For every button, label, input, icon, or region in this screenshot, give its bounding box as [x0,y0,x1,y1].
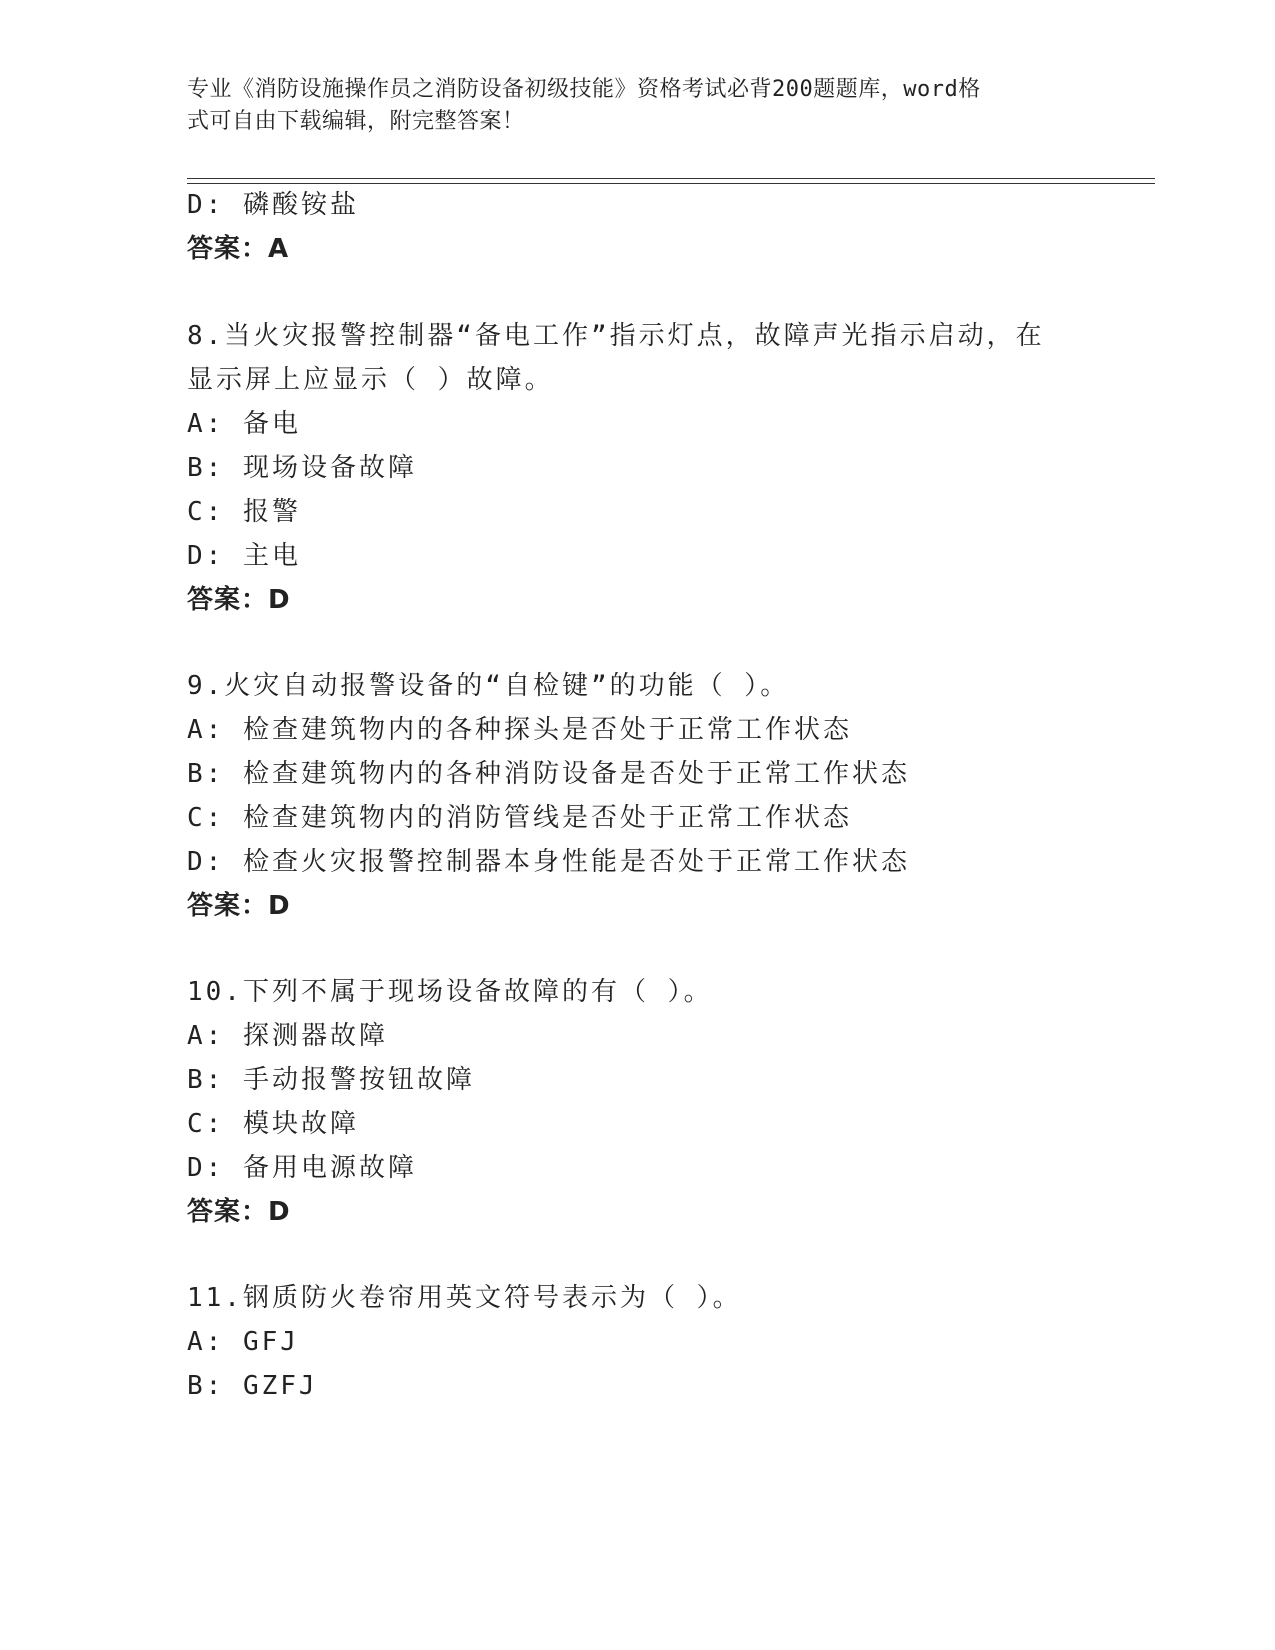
q8-option-b: B: 现场设备故障 [187,453,417,483]
q10-option-a: A: 探测器故障 [187,1021,388,1051]
q9-stem: 9.火灾自动报警设备的“自检键”的功能（ ）。 [187,671,790,701]
q9-option-a: A: 检查建筑物内的各种探头是否处于正常工作状态 [187,715,852,745]
q11-stem: 11.钢质防火卷帘用英文符号表示为（ ）。 [187,1283,742,1313]
q9-option-b: B: 检查建筑物内的各种消防设备是否处于正常工作状态 [187,759,910,789]
prev-option-d: D: 磷酸铵盐 [187,190,359,220]
q8-stem-line-2: 显示屏上应显示（ ）故障。 [187,365,554,395]
header-line-1: 专业《消防设施操作员之消防设备初级技能》资格考试必背200题题库，word格 [187,77,981,102]
q10-answer: 答案：D [187,1197,291,1227]
q11-option-b: B: GZFJ [187,1371,318,1401]
q8-answer: 答案：D [187,585,291,615]
q10-option-c: C: 模块故障 [187,1109,359,1139]
q8-option-a: A: 备电 [187,409,301,439]
header-line-2: 式可自由下载编辑，附完整答案！ [187,109,525,134]
q8-option-c: C: 报警 [187,497,301,527]
q9-option-d: D: 检查火灾报警控制器本身性能是否处于正常工作状态 [187,847,910,877]
q8-stem-line-1: 8.当火灾报警控制器“备电工作”指示灯点，故障声光指示启动，在 [187,321,1045,351]
prev-answer: 答案：A [187,234,290,264]
document-header [187,74,1067,138]
header-divider-top [187,178,1155,179]
q9-option-c: C: 检查建筑物内的消防管线是否处于正常工作状态 [187,803,852,833]
q10-stem: 10.下列不属于现场设备故障的有（ ）。 [187,977,713,1007]
q10-option-b: B: 手动报警按钮故障 [187,1065,475,1095]
q9-answer: 答案：D [187,891,291,921]
q8-option-d: D: 主电 [187,541,301,571]
q10-option-d: D: 备用电源故障 [187,1153,417,1183]
q11-option-a: A: GFJ [187,1327,299,1357]
header-divider-bottom [187,183,1155,184]
